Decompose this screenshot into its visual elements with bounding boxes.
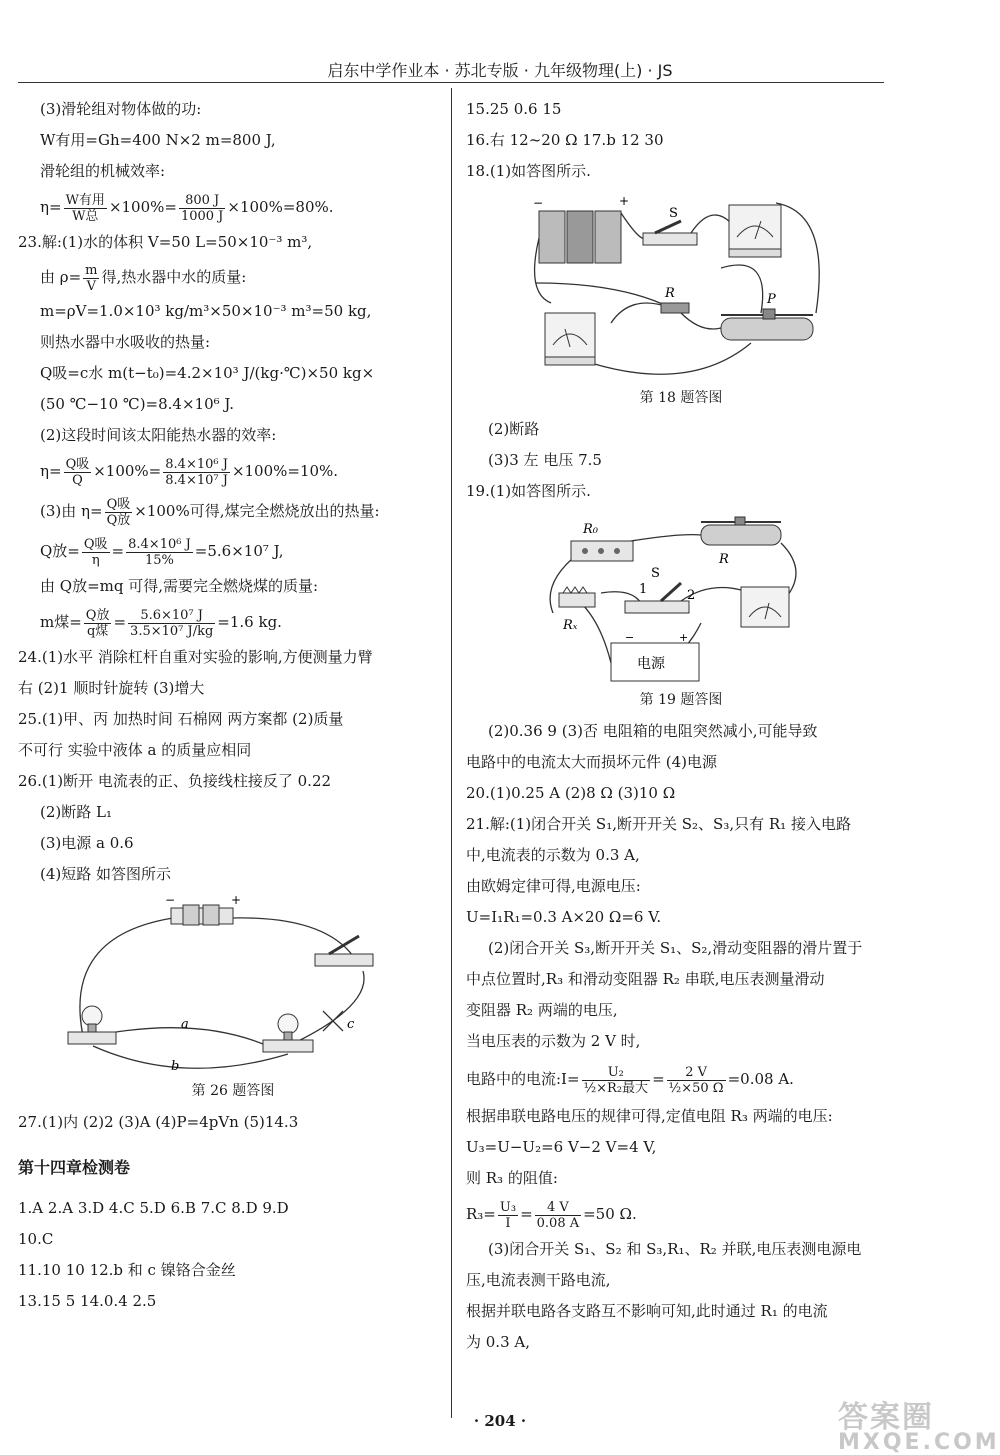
answer-line: 16.右 12~20 Ω 17.b 12 30 [466, 131, 664, 149]
figure-19 [541, 513, 821, 685]
switch-pos-2: 2 [687, 588, 696, 603]
resistor-label: R [665, 286, 675, 301]
answer-line: Q吸=c水 m(t−t₀)=4.2×10³ J/(kg·℃)×50 kg× [40, 364, 375, 382]
resistance-box-icon [571, 541, 633, 561]
figure-19-caption: 第 19 题答图 [639, 692, 723, 708]
formula-line: (3)由 η= $\frac{\text{Q吸}}{\text{Q放}}$ ×100%可得,煤完全燃烧放出的热量: [40, 496, 380, 528]
rx-label: Rₓ [563, 618, 578, 633]
power-supply-icon [611, 631, 699, 681]
svg-text:−: − [625, 631, 635, 644]
answer-line: 由 Q放=mq 可得,需要完全燃烧煤的质量: [40, 577, 319, 595]
fraction: $\frac{\text{U₂}}{\text{½×R₂最大}}$ [583, 1064, 649, 1096]
r0-label: R₀ [583, 522, 598, 537]
answer-line: (3)电源 a 0.6 [40, 834, 134, 852]
formula-efficiency [18, 187, 448, 227]
ammeter-icon [741, 587, 789, 627]
answer-line: 右 (2)1 顺时针旋转 (3)增大 [18, 679, 205, 697]
question-20: 20.(1)0.25 A (2)8 Ω (3)10 Ω [466, 784, 676, 802]
svg-text:+: + [231, 896, 242, 907]
answer-line: (2)这段时间该太阳能热水器的效率: [40, 426, 277, 444]
fraction: $\frac{2 V}{\text{½×50 Ω}}$ [668, 1064, 724, 1096]
answer-line: 电路中的电流太大而损坏元件 (4)电源 [466, 753, 718, 771]
switch-icon [625, 583, 689, 613]
switch-label: S [669, 206, 678, 221]
answer-line: 10.C [18, 1230, 54, 1248]
answer-line: 由欧姆定律可得,电源电压: [466, 877, 641, 895]
answer-line: U₃=U−U₂=6 V−2 V=4 V, [466, 1138, 657, 1156]
rheostat-label: R [719, 552, 729, 567]
circuit-18-diagram [531, 193, 831, 383]
ammeter-icon [729, 205, 781, 257]
svg-text:−: − [533, 196, 544, 210]
answer-line: 1.A 2.A 3.D 4.C 5.D 6.B 7.C 8.D 9.D [18, 1199, 289, 1217]
slider-label: P [767, 292, 776, 307]
answer-line: 中点位置时,R₃ 和滑动变阻器 R₂ 串联,电压表测量滑动 [466, 970, 825, 988]
answer-line: (50 ℃−10 ℃)=8.4×10⁶ J. [40, 395, 235, 413]
answer-line: 变阻器 R₂ 两端的电压, [466, 1001, 618, 1019]
answer-line: W有用=Gh=400 N×2 m=800 J, [40, 131, 276, 149]
fraction: $\frac{\text{U₃}}{I}$ [499, 1199, 517, 1231]
header-rule [18, 82, 884, 83]
question-18: 18.(1)如答图所示. [466, 162, 591, 180]
answer-line: 13.15 5 14.0.4 2.5 [18, 1292, 157, 1310]
wire-label-b: b [171, 1059, 180, 1074]
answer-line: (3)闭合开关 S₁、S₂ 和 S₃,R₁、R₂ 并联,电压表测电源电 [488, 1240, 862, 1258]
circuit-19-diagram [541, 513, 821, 685]
answer-line: 为 0.3 A, [466, 1333, 530, 1351]
question-26: 26.(1)断开 电流表的正、负接线柱接反了 0.22 [18, 772, 332, 790]
figure-18-caption: 第 18 题答图 [639, 390, 723, 406]
right-column [466, 94, 896, 1358]
switch-icon [643, 221, 697, 245]
answer-line: 不可行 实验中液体 a 的质量应相同 [18, 741, 252, 759]
watermark-text: 答案圈 [838, 1400, 934, 1435]
svg-text:−: − [165, 896, 176, 907]
answer-line: 根据并联电路各支路互不影响可知,此时通过 R₁ 的电流 [466, 1302, 828, 1320]
power-supply-label: 电源 [637, 656, 665, 672]
section-title: 第十四章检测卷 [18, 1158, 131, 1177]
question-21: 21.解:(1)闭合开关 S₁,断开开关 S₂、S₃,只有 R₁ 接入电路 [466, 815, 851, 833]
voltmeter-icon [545, 313, 595, 365]
answer-line: (3)3 左 电压 7.5 [488, 451, 602, 469]
answer-line: (2)断路 [488, 420, 540, 438]
formula-text: ×100%= [108, 198, 177, 216]
fraction: $\frac{\text{W有用}}{\text{W总}}$ [65, 192, 105, 224]
resistor-icon [661, 303, 689, 313]
figure-26-caption: 第 26 题答图 [191, 1083, 275, 1099]
question-27: 27.(1)内 (2)2 (3)A (4)P=4pVn (5)14.3 [18, 1113, 299, 1131]
fraction: $\frac{\text{Q放}}{\text{q煤}}$ [85, 607, 110, 639]
formula-coal-mass: m煤= $\frac{\text{Q放}}{\text{q煤}}$ = $\frac{\text{5.6×10⁷ J}}{\text{3.5×10⁷ J/kg}}$ =1.6 kg. [40, 607, 282, 639]
battery-icon [165, 896, 241, 925]
formula-heat-released: Q放= $\frac{\text{Q吸}}{\eta}$ = $\frac{\text{8.4×10⁶ J}}{15\%}$ =5.6×10⁷ J, [40, 536, 284, 568]
wire-label-c: c [347, 1017, 355, 1032]
switch-label: S [651, 566, 660, 581]
answer-line: 则 R₃ 的阻值: [466, 1169, 558, 1187]
fraction: $\frac{\text{5.6×10⁷ J}}{\text{3.5×10⁷ J/kg}}$ [130, 607, 214, 639]
rheostat-icon [701, 517, 781, 545]
answer-line: (4)短路 如答图所示 [40, 865, 172, 883]
watermark-logo [838, 1392, 1000, 1455]
figure-26 [53, 896, 413, 1076]
rheostat-icon [721, 309, 813, 340]
fraction: $\frac{\text{Q吸}}{Q}$ [65, 456, 90, 488]
fraction: $\frac{\text{Q吸}}{\eta}$ [83, 536, 108, 568]
answer-line: 当电压表的示数为 2 V 时, [466, 1032, 641, 1050]
formula-r3: R₃= $\frac{\text{U₃}}{I}$ = $\frac{4 V}{0.08 A}$ =50 Ω. [466, 1199, 637, 1231]
circuit-26-diagram [53, 896, 413, 1076]
svg-text:+: + [679, 631, 689, 644]
formula-text: η= [40, 198, 62, 216]
fraction: $\frac{\text{Q吸}}{\text{Q放}}$ [106, 496, 131, 528]
question-23: 23.解:(1)水的体积 V=50 L=50×10⁻³ m³, [18, 233, 313, 251]
answer-line: (2)闭合开关 S₃,断开开关 S₁、S₂,滑动变阻器的滑片置于 [488, 939, 863, 957]
fraction: $\frac{4 V}{0.08 A}$ [536, 1199, 580, 1231]
question-19: 19.(1)如答图所示. [466, 482, 591, 500]
answer-line: (2)断路 L₁ [40, 803, 112, 821]
left-column [18, 94, 448, 1317]
page-number: · 204 · [473, 1412, 527, 1430]
switch-pos-1: 1 [639, 582, 648, 597]
answer-line: m=ρV=1.0×10³ kg/m³×50×10⁻³ m³=50 kg, [40, 302, 372, 320]
battery-pack-icon [533, 194, 629, 263]
formula-density: 由 ρ= $\frac{m}{V}$ 得,热水器中水的质量: [40, 262, 247, 294]
question-25: 25.(1)甲、丙 加热时间 石棉网 两方案都 (2)质量 [18, 710, 344, 728]
switch-icon [315, 936, 373, 966]
svg-text:+: + [619, 194, 630, 208]
answer-line: 滑轮组的机械效率: [40, 162, 166, 180]
resistor-rx-icon [559, 587, 595, 607]
answer-line: (3)滑轮组对物体做的功: [40, 100, 202, 118]
fraction: $\frac{\text{8.4×10⁶ J}}{\text{8.4×10⁷ J}}$ [165, 456, 228, 488]
figure-18 [531, 193, 831, 383]
fraction: $\frac{\text{8.4×10⁶ J}}{15\%}$ [128, 536, 191, 568]
fraction: $\frac{800 J}{1000 J}$ [180, 192, 224, 224]
fraction: $\frac{m}{V}$ [85, 262, 98, 294]
formula-heater-efficiency: η= $\frac{\text{Q吸}}{Q}$ ×100%= $\frac{\text{8.4×10⁶ J}}{\text{8.4×10⁷ J}}$ ×100%=10%. [40, 456, 339, 488]
page-header: 启东中学作业本 · 苏北专版 · 九年级物理(上) · JS [327, 61, 673, 80]
answer-line: 15.25 0.6 15 [466, 100, 562, 118]
bulb-l2-icon [263, 1014, 313, 1052]
wire-label-a: a [181, 1017, 189, 1032]
answer-line: 则热水器中水吸收的热量: [40, 333, 211, 351]
question-24: 24.(1)水平 消除杠杆自重对实验的影响,方便测量力臂 [18, 648, 373, 666]
answer-line: 压,电流表测干路电流, [466, 1271, 611, 1289]
answer-line: U=I₁R₁=0.3 A×20 Ω=6 V. [466, 908, 662, 926]
answer-line: 根据串联电路电压的规律可得,定值电阻 R₃ 两端的电压: [466, 1107, 833, 1125]
column-divider [451, 88, 452, 1418]
answer-line: 11.10 10 12.b 和 c 镍铬合金丝 [18, 1261, 236, 1279]
answer-line: 中,电流表的示数为 0.3 A, [466, 846, 640, 864]
answer-line: (2)0.36 9 (3)否 电阻箱的电阻突然减小,可能导致 [488, 722, 818, 740]
bulb-l1-icon [68, 1006, 116, 1044]
formula-text: ×100%=80%. [227, 198, 334, 216]
formula-current: 电路中的电流:I= $\frac{\text{U₂}}{\text{½×R₂最大}}$ = $\frac{2 V}{\text{½×50 Ω}}$ =0.08 A. [466, 1064, 794, 1096]
watermark-url: MXQE.COM [838, 1430, 1000, 1455]
